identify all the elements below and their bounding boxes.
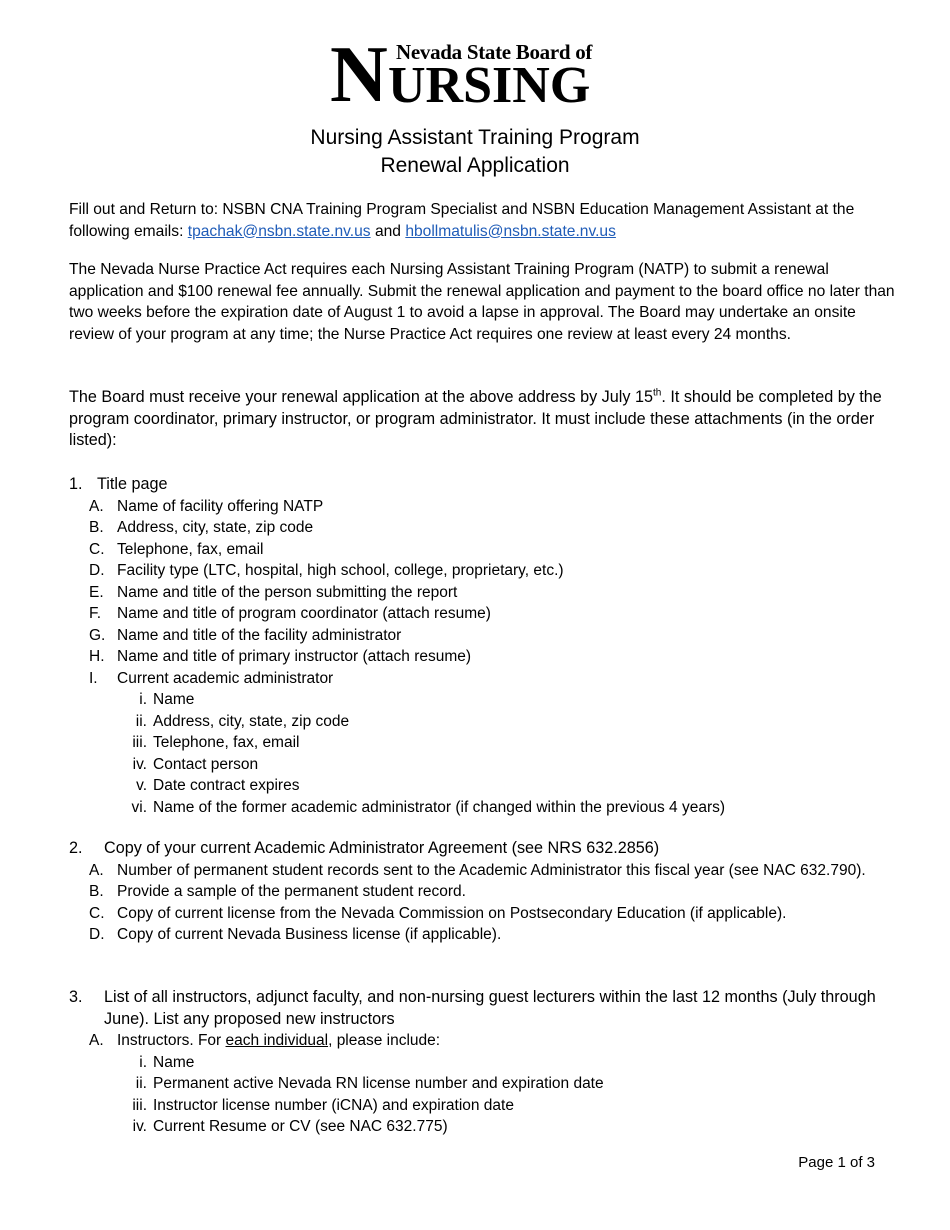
sub-list-item [69, 1052, 909, 1074]
list-item-text-end: , please include: [328, 1032, 441, 1049]
list-item-text: Name and title of program coordinator (attach resume) [117, 605, 491, 622]
list-item [69, 496, 909, 518]
section-instructors [69, 987, 909, 1138]
list-marker: iii. [132, 734, 147, 751]
email-link-hbollmatulis[interactable]: hbollmatulis@nsbn.state.nv.us [405, 222, 616, 240]
logo-big-letter: N [330, 31, 386, 119]
list-item-text: Contact person [153, 755, 259, 773]
list-item-text: Telephone, fax, email [153, 734, 300, 751]
section-number: 2. [69, 839, 83, 857]
section-heading [69, 987, 909, 1030]
list-marker: i. [139, 1053, 147, 1071]
sub-list-item [69, 732, 909, 754]
list-item [69, 582, 909, 604]
section-heading-text: Title page [97, 475, 168, 493]
page-title: Nursing Assistant Training Program [310, 126, 640, 149]
list-marker: A. [89, 497, 104, 515]
list-marker: ii. [135, 712, 147, 730]
section-academic-agreement [69, 838, 909, 946]
list-item-text: Name [153, 691, 195, 708]
list-item [69, 646, 909, 668]
list-item [69, 517, 909, 539]
nsbn-logo [330, 31, 630, 119]
page-number: Page 1 of 3 [798, 1154, 875, 1171]
deadline-paragraph [69, 387, 899, 452]
list-item-text: Address, city, state, zip code [153, 712, 350, 730]
list-marker: ii. [135, 1075, 147, 1092]
list-marker: vi. [131, 798, 147, 816]
list-marker: v. [136, 777, 147, 794]
list-item-text: Name of the former academic administrator (if changed within the previous 4 years) [153, 798, 726, 816]
list-item [69, 881, 909, 903]
list-marker: iv. [132, 755, 147, 773]
list-item [69, 668, 909, 690]
logo-word: URSING [388, 57, 591, 114]
list-item-text: Instructor license number (iCNA) and expiration date [153, 1096, 514, 1114]
list-marker: H. [89, 648, 105, 665]
deadline-text-after: . It should be completed by the program coordinator, primary instructor, or program administrator. It must include these attachments (in the order listed): [69, 388, 882, 449]
sub-list-item [69, 754, 909, 776]
list-item [69, 903, 909, 925]
list-marker: A. [89, 861, 104, 879]
sub-list-item [69, 797, 909, 819]
list-marker: C. [89, 540, 105, 558]
list-marker: iii. [132, 1096, 147, 1114]
list-marker: B. [89, 883, 104, 900]
list-item [69, 924, 909, 946]
list-item-text: Telephone, fax, email [117, 540, 264, 558]
list-item-text: Current academic administrator [117, 669, 334, 687]
emphasis-text: each individual [225, 1032, 329, 1049]
list-item-text: Address, city, state, zip code [117, 519, 314, 536]
list-item-text: Instructors. For [117, 1032, 226, 1049]
section-heading [69, 838, 909, 860]
list-item-text: Number of permanent student records sent to the Academic Administrator this fiscal year (see NAC 632.790). [117, 861, 866, 879]
sub-list-item [69, 711, 909, 733]
list-item [69, 1030, 909, 1052]
list-marker: E. [89, 583, 104, 601]
section-title-page [69, 474, 909, 818]
list-marker: C. [89, 904, 105, 922]
list-marker: D. [89, 562, 105, 579]
list-item-text: Name [153, 1053, 195, 1071]
list-item-text: Permanent active Nevada RN license number and expiration date [153, 1075, 604, 1092]
list-marker: D. [89, 926, 105, 943]
section-heading-text: Copy of your current Academic Administrator Agreement (see NRS 632.2856) [104, 839, 660, 857]
list-item-text: Facility type (LTC, hospital, high school, college, proprietary, etc.) [117, 562, 564, 579]
list-marker: G. [89, 626, 106, 644]
section-number: 1. [69, 475, 83, 493]
sub-list-item [69, 775, 909, 797]
list-item [69, 603, 909, 625]
list-item [69, 560, 909, 582]
logo-top-line: Nevada State Board of [396, 40, 593, 64]
sub-list-item [69, 1116, 909, 1138]
deadline-ordinal: th [652, 387, 662, 399]
return-instructions [69, 199, 899, 242]
practice-act-paragraph: The Nevada Nurse Practice Act requires each Nursing Assistant Training Program (NATP) to submit a renewal application and $100 renewal fee annually. Submit the renewal application and payment to the board office no later than two weeks before the expiration date of August 1 to avoid a lapse in approval. The Board may undertake an onsite review of your program at any time; the Nurse Practice Act requires one review at least every 24 months. [69, 261, 895, 343]
list-item-text: Name and title of the person submitting the report [117, 583, 458, 601]
list-item-text: Date contract expires [153, 777, 300, 794]
list-item [69, 625, 909, 647]
list-marker: B. [89, 519, 104, 536]
list-item-text: Copy of current license from the Nevada Commission on Postsecondary Education (if applicable). [117, 904, 787, 922]
section-heading [69, 474, 909, 496]
sub-list-item [69, 689, 909, 711]
list-item-text: Current Resume or CV (see NAC 632.775) [153, 1118, 448, 1135]
list-marker: F. [89, 605, 102, 622]
and-text: and [374, 222, 401, 240]
list-marker: I. [89, 669, 98, 687]
section-heading-text: List of all instructors, adjunct faculty, and non-nursing guest lecturers within the last 12 months (July through June). List any proposed new instructors [104, 988, 876, 1028]
list-item-text: Name and title of primary instructor (attach resume) [117, 648, 472, 665]
list-marker: iv. [132, 1118, 147, 1135]
list-item-text: Name of facility offering NATP [117, 497, 324, 515]
sub-list-item [69, 1073, 909, 1095]
section-number: 3. [69, 988, 83, 1006]
list-item [69, 539, 909, 561]
return-text: Fill out and Return to: NSBN CNA Training Program Specialist and NSBN Education Management Assistant at the following emails: [69, 201, 855, 240]
deadline-text-before: The Board must receive your renewal application at the above address by July 15 [69, 388, 653, 406]
email-link-tpachak[interactable]: tpachak@nsbn.state.nv.us [187, 222, 371, 240]
list-item [69, 860, 909, 882]
list-marker: i. [139, 691, 147, 708]
list-item-text: Provide a sample of the permanent student record. [117, 883, 466, 900]
list-item-text: Name and title of the facility administrator [117, 626, 402, 644]
sub-list-item [69, 1095, 909, 1117]
list-marker: A. [89, 1032, 104, 1049]
list-item-text: Copy of current Nevada Business license (if applicable). [117, 926, 502, 943]
page-subtitle: Renewal Application [380, 154, 570, 177]
